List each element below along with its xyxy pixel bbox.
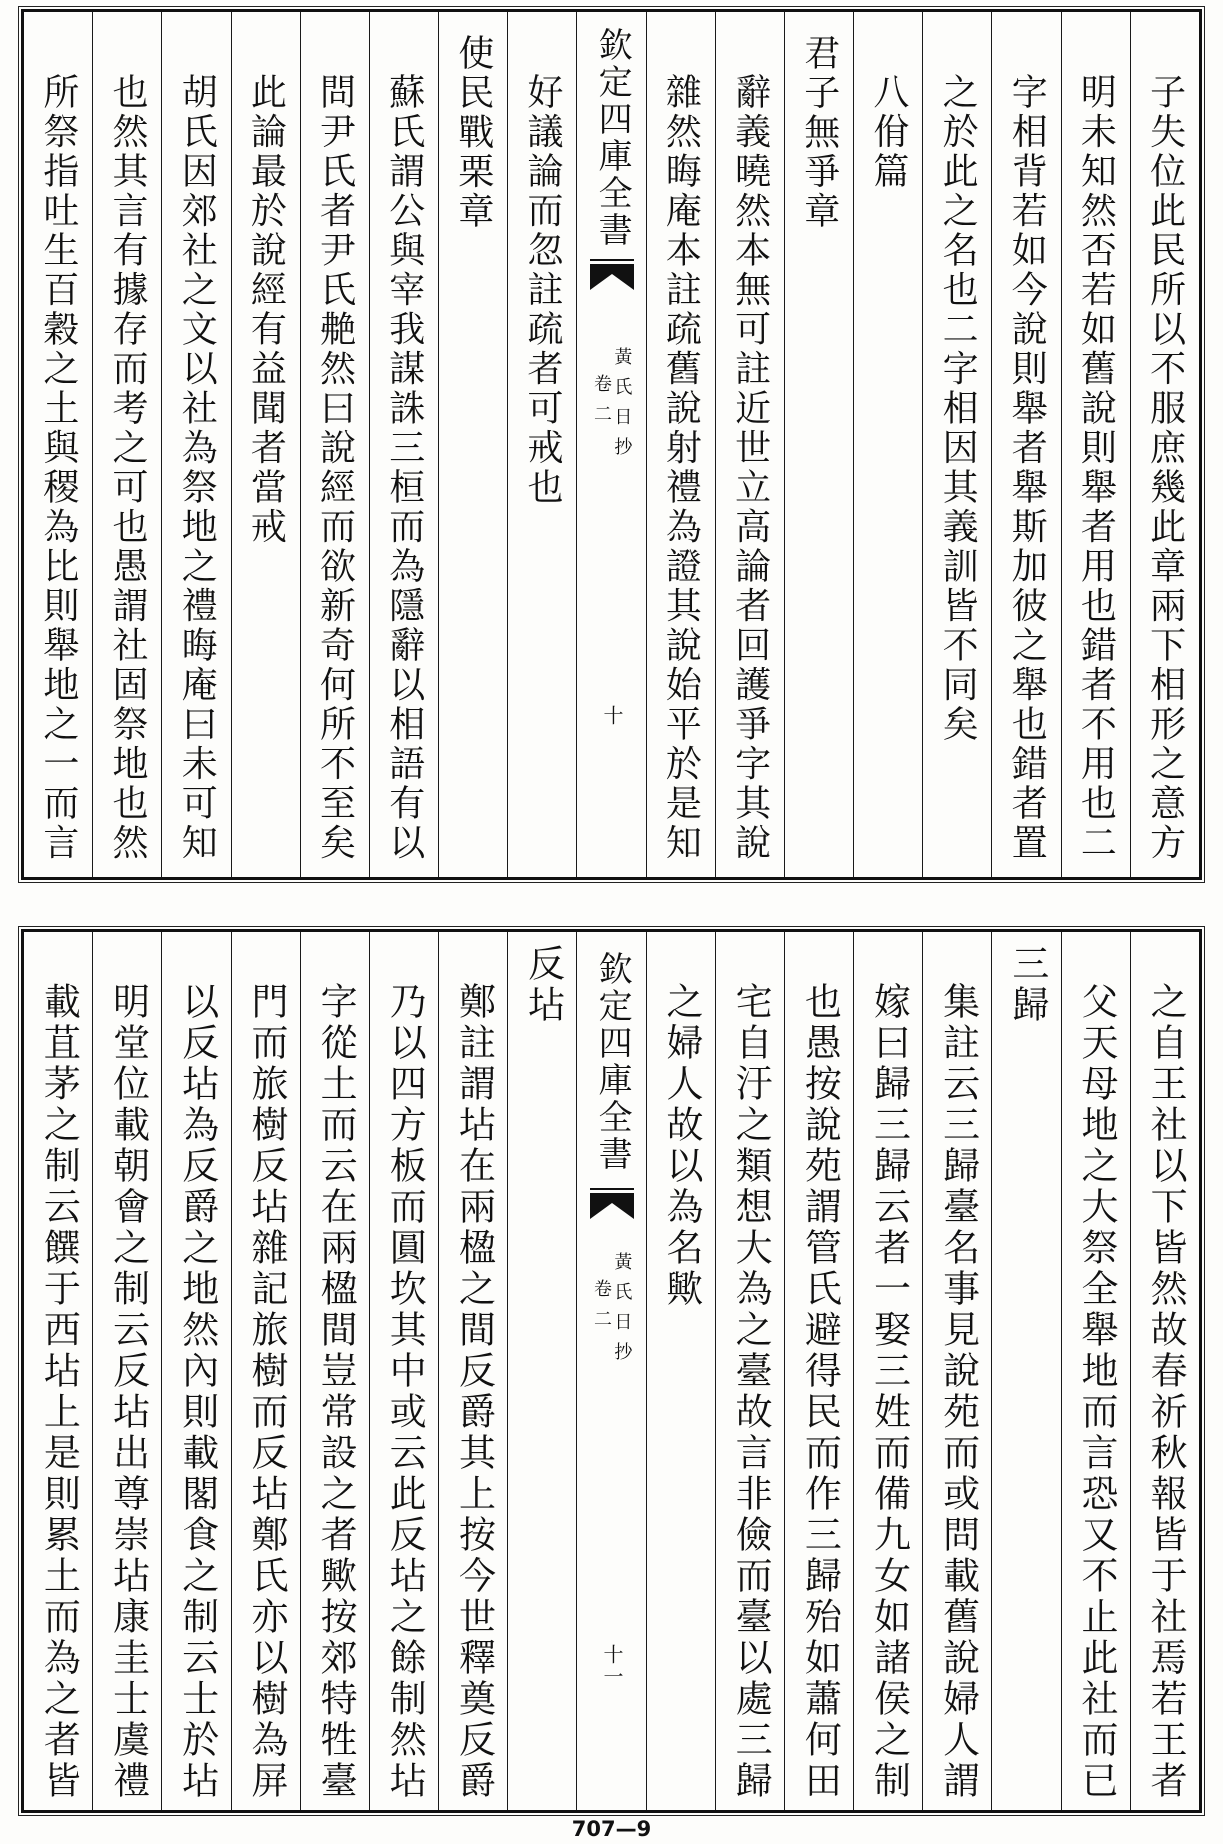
text-column — [1061, 12, 1130, 877]
folio-number: 十一 — [600, 1644, 625, 1688]
book-title: 黃氏日抄 — [611, 1252, 633, 1372]
column-text: 此論最於說經有益聞者當戒 — [245, 73, 287, 547]
column-text: 也然其言有據存而考之可也愚謂社固祭地也然 — [107, 73, 149, 863]
column-text: 雜然晦庵本註疏舊說射禮為證其說始平於是知 — [660, 73, 702, 863]
column-text: 宅自汙之類想大為之臺故言非儉而臺以處三歸 — [729, 982, 773, 1802]
column-text: 辭義曉然本無可註近世立高論者回護爭字其說 — [729, 73, 771, 863]
column-text: 明未知然否若如舊說則舉者用也錯者不用也二 — [1075, 73, 1117, 863]
column-text: 載苴茅之制云饌于西坫上是則累土而為之者皆 — [37, 982, 81, 1802]
section-heading-text: 反坫 — [521, 944, 565, 1026]
text-column — [300, 932, 369, 1810]
column-text: 之於此之名也二字相因其義訓皆不同矣 — [937, 73, 979, 745]
chapter-title-text: 八佾篇 — [867, 73, 909, 192]
upper-half-page — [21, 9, 1202, 880]
text-column — [784, 932, 853, 1810]
section-heading-text: 君子無爭章 — [798, 34, 840, 232]
section-heading — [507, 932, 576, 1810]
text-column — [300, 12, 369, 877]
column-text: 所祭指吐生百穀之土與稷為比則舉地之一而言 — [37, 73, 79, 863]
text-column — [92, 932, 161, 1810]
lower-half-page — [21, 929, 1202, 1813]
text-column — [231, 12, 300, 877]
banxin-center-column — [576, 932, 645, 1810]
column-text: 蘇氏謂公與宰我謀誅三桓而為隱辭以相語有以 — [383, 73, 425, 863]
column-text: 字相背若如今說則舉者舉斯加彼之舉也錯者置 — [1006, 73, 1048, 863]
column-text: 以反坫為反爵之地然內則載閣食之制云士於坫 — [175, 982, 219, 1802]
section-heading — [991, 932, 1060, 1810]
text-column — [231, 932, 300, 1810]
fishtail-mark-icon — [590, 1188, 634, 1220]
text-column — [853, 932, 922, 1810]
column-text: 字從土而云在兩楹間豈常設之者歟按郊特牲臺 — [314, 982, 358, 1802]
section-heading-text: 使民戰栗章 — [452, 34, 494, 232]
text-column — [922, 932, 991, 1810]
folio-number: 十 — [600, 705, 625, 727]
banxin-center-column — [576, 12, 645, 877]
column-text: 門而旅樹反坫雜記旅樹而反坫鄭氏亦以樹為屏 — [244, 982, 288, 1802]
section-heading-text: 三歸 — [1005, 944, 1049, 1026]
text-column — [92, 12, 161, 877]
collection-title: 欽定四庫全書 — [592, 951, 633, 1173]
text-column — [161, 12, 230, 877]
section-heading — [784, 12, 853, 877]
column-text: 胡氏因郊社之文以社為祭地之禮晦庵曰未可知 — [176, 73, 218, 863]
text-column — [1130, 12, 1199, 877]
volume-label: 卷二 — [590, 1279, 612, 1339]
text-column — [715, 12, 784, 877]
book-title: 黃氏日抄 — [611, 347, 633, 467]
page-number: 707—9 — [571, 1817, 652, 1841]
text-column — [1061, 932, 1130, 1810]
text-column — [161, 932, 230, 1810]
column-text: 好議論而忽註疏者可戒也 — [522, 73, 564, 508]
column-text: 乃以四方板而圓坎其中或云此反坫之餘制然坫 — [383, 982, 427, 1802]
column-text: 明堂位載朝會之制云反坫出尊崇坫康圭士虞禮 — [106, 982, 150, 1802]
collection-title: 欽定四庫全書 — [592, 27, 633, 249]
column-text: 父天母地之大祭全舉地而言恐又不止此社而已 — [1075, 982, 1119, 1802]
text-column — [1130, 932, 1199, 1810]
chapter-title — [853, 12, 922, 877]
volume-label: 卷二 — [590, 374, 612, 434]
text-column — [646, 932, 715, 1810]
column-text: 子失位此民所以不服庶幾此章兩下相形之意方 — [1144, 73, 1186, 863]
fishtail-mark-icon — [590, 259, 634, 291]
text-column — [507, 12, 576, 877]
text-column — [438, 932, 507, 1810]
text-column — [369, 12, 438, 877]
text-column — [646, 12, 715, 877]
column-text: 之自王社以下皆然故春祈秋報皆于社焉若王者 — [1144, 982, 1188, 1802]
section-heading — [438, 12, 507, 877]
text-column — [369, 932, 438, 1810]
text-column — [24, 932, 92, 1810]
text-column — [991, 12, 1060, 877]
text-column — [922, 12, 991, 877]
text-column — [24, 12, 92, 877]
column-text: 問尹氏者尹氏艴然曰說經而欲新奇何所不至矣 — [314, 73, 356, 863]
text-column — [715, 932, 784, 1810]
column-text: 之婦人故以為名歟 — [659, 982, 703, 1310]
column-text: 嫁曰歸三歸云者一娶三姓而備九女如諸侯之制 — [867, 982, 911, 1802]
column-text: 鄭註謂坫在兩楹之間反爵其上按今世釋奠反爵 — [452, 982, 496, 1802]
column-text: 也愚按說苑謂管氏避得民而作三歸殆如蕭何田 — [798, 982, 842, 1802]
column-text: 集註云三歸臺名事見說苑而或問載舊說婦人謂 — [936, 982, 980, 1802]
